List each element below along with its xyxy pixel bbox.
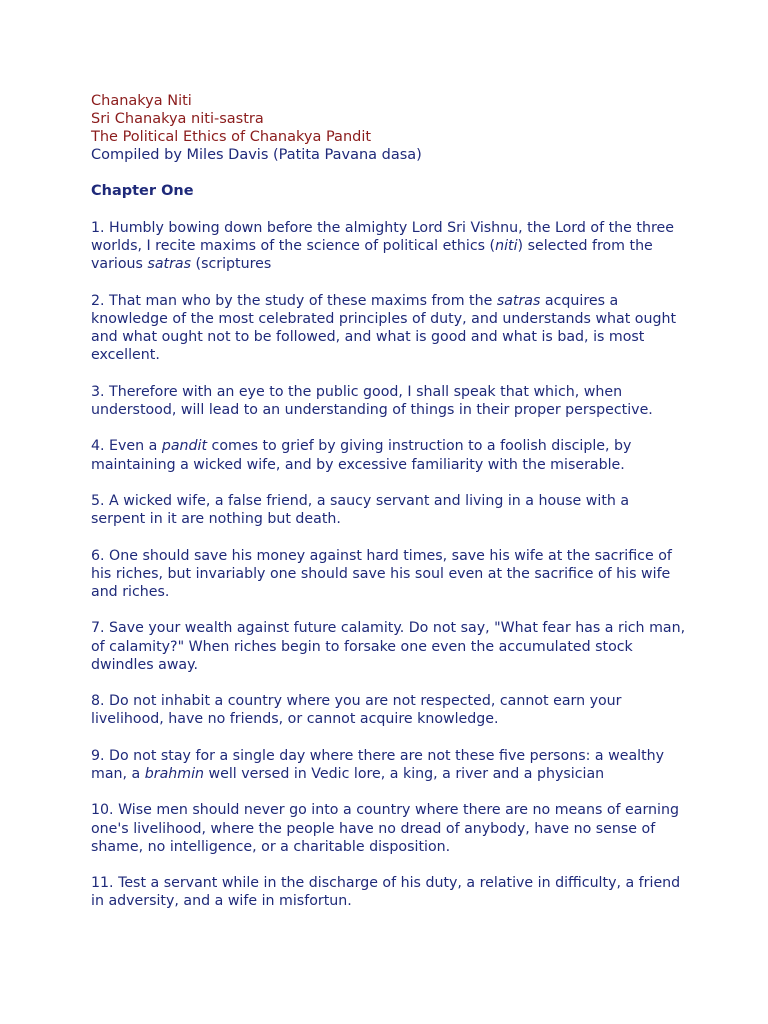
verse-line: understood, will lead to an understanding of things in their proper perspective. xyxy=(91,402,653,418)
verse-line: dwindles away. xyxy=(91,656,198,673)
verse-line: one's livelihood, where the people have no dread of anybody, have no sense of xyxy=(91,820,656,837)
verse-line xyxy=(91,292,731,310)
verse-line: and what ought not to be followed, and what is good and what is bad, is most xyxy=(91,329,645,346)
verse-line: and riches. xyxy=(91,583,170,600)
verse-line xyxy=(91,437,731,455)
document-subtitle: Sri Chanakya niti-sastra xyxy=(91,111,264,127)
verse-9 xyxy=(91,747,731,783)
verse-line xyxy=(91,255,731,273)
verse-text-segment: 4. Even a xyxy=(91,438,162,455)
verse-line: 6. One should save his money against hard times, save his wife at the sacrifice of xyxy=(91,547,672,564)
document-header xyxy=(91,92,422,164)
verse-1 xyxy=(91,219,731,274)
verse-line xyxy=(91,765,731,783)
verse-text-segment: ) selected from the xyxy=(517,238,653,255)
document-subtitle-2: The Political Ethics of Chanakya Pandit xyxy=(91,129,372,145)
verse-7 xyxy=(91,619,731,674)
verse-line: knowledge of the most celebrated principles of duty, and understands what ought xyxy=(91,311,677,327)
verse-line: excellent. xyxy=(91,347,160,364)
verse-line: 3. Therefore with an eye to the public good, I shall speak that which, when xyxy=(91,383,623,400)
verse-line: 1. Humbly bowing down before the almighty Lord Sri Vishnu, the Lord of the three xyxy=(91,220,674,236)
verse-text-segment: various xyxy=(91,256,148,273)
verse-6 xyxy=(91,547,731,602)
verse-text-segment: man, a xyxy=(91,765,145,782)
verse-line: 5. A wicked wife, a false friend, a saucy servant and living in a house with a xyxy=(91,492,630,509)
verse-text-segment: well versed in Vedic lore, a king, a river and a physician xyxy=(204,765,605,782)
italic-term: satras xyxy=(147,256,192,273)
verse-line: in adversity, and a wife in misfortun. xyxy=(91,893,352,910)
verse-text-segment: (scriptures xyxy=(191,256,272,273)
verse-line: 9. Do not stay for a single day where there are not these five persons: a wealthy xyxy=(91,747,665,764)
italic-term: satras xyxy=(496,292,541,309)
verse-2 xyxy=(91,292,731,365)
verse-3 xyxy=(91,383,731,419)
verse-10 xyxy=(91,801,731,856)
chapter-heading: Chapter One xyxy=(91,183,194,199)
verse-8 xyxy=(91,692,731,728)
verse-text-segment: acquires a xyxy=(540,292,619,309)
verse-text-segment: worlds, I recite maxims of the science of political ethics ( xyxy=(91,238,496,255)
verse-line: maintaining a wicked wife, and by excessive familiarity with the miserable. xyxy=(91,456,625,473)
verse-text-segment: 2. That man who by the study of these maxims from the xyxy=(91,292,497,309)
verse-line: livelihood, have no friends, or cannot acquire knowledge. xyxy=(91,711,499,728)
italic-term: brahmin xyxy=(144,765,205,782)
verse-line: of calamity?" When riches begin to forsake one even the accumulated stock xyxy=(91,638,633,655)
document-title: Chanakya Niti xyxy=(91,93,192,109)
verse-line: 10. Wise men should never go into a country where there are no means of earning xyxy=(91,802,679,819)
verse-11 xyxy=(91,874,731,910)
verse-line: serpent in it are nothing but death. xyxy=(91,511,341,528)
verse-line: his riches, but invariably one should save his soul even at the sacrifice of his wife xyxy=(91,565,671,582)
verse-text-segment: comes to grief by giving instruction to a foolish disciple, by xyxy=(207,438,632,455)
italic-term: pandit xyxy=(161,438,208,455)
verse-4 xyxy=(91,437,731,473)
verse-line: 7. Save your wealth against future calamity. Do not say, "What fear has a rich man, xyxy=(91,620,686,637)
compiler-credit: Compiled by Miles Davis (Patita Pavana dasa) xyxy=(91,147,422,163)
verse-line: 8. Do not inhabit a country where you are not respected, cannot earn your xyxy=(91,693,622,710)
verse-list xyxy=(91,219,731,929)
italic-term: niti xyxy=(495,238,518,255)
verse-line: 11. Test a servant while in the discharge of his duty, a relative in difficulty, a friend xyxy=(91,875,681,892)
verse-line xyxy=(91,237,731,255)
verse-5 xyxy=(91,492,731,528)
verse-line: shame, no intelligence, or a charitable disposition. xyxy=(91,838,451,855)
